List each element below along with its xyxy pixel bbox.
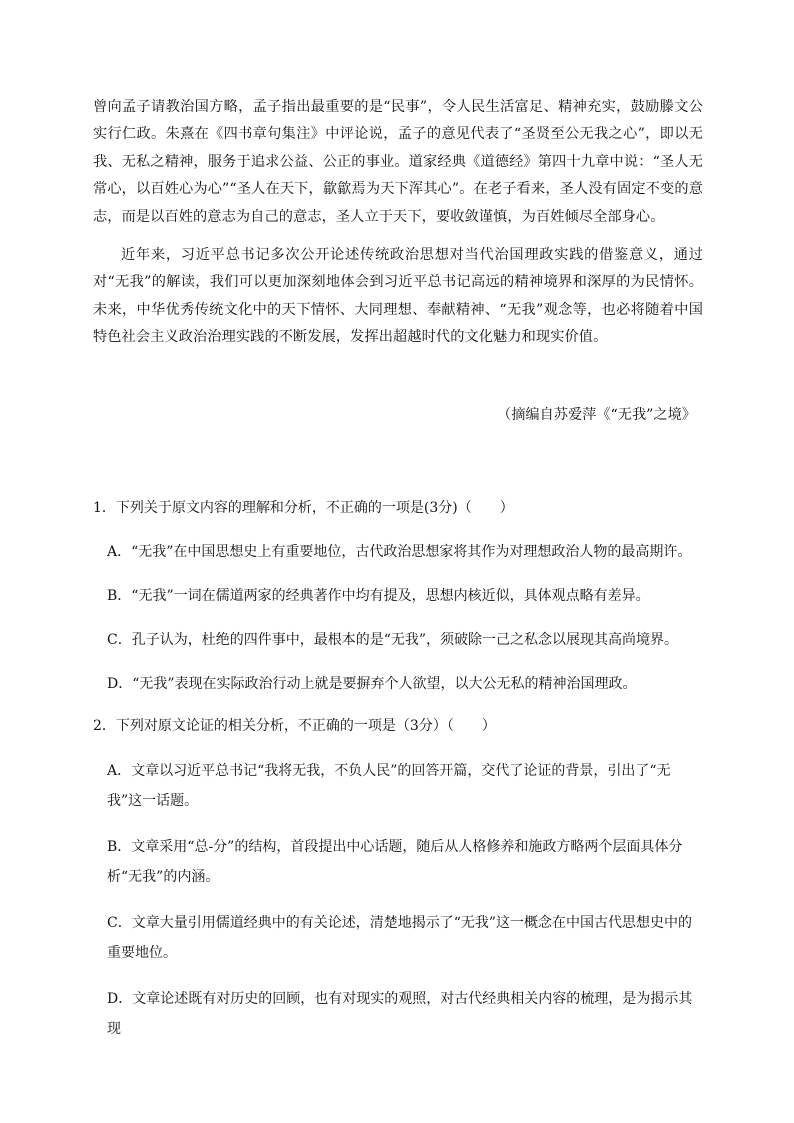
- question-2-option-a[interactable]: A．文章以习近平总书记“我将无我，不负人民”的回答开篇，交代了论证的背景，引出了“无我”这一话题。: [107, 763, 671, 809]
- question-2-option-d[interactable]: D．文章论述既有对历史的回顾，也有对现实的观照，对古代经典相关内容的梳理，是为揭示其现: [107, 991, 693, 1037]
- question-2-option-c[interactable]: C．文章大量引用儒道经典中的有关论述，清楚地揭示了“无我”这一概念在中国古代思想史中的重要地位。: [107, 915, 693, 961]
- question-1-stem: 1．下列关于原文内容的理解和分析，不正确的一项是(3分)（ ）: [93, 500, 514, 516]
- question-1-option-b[interactable]: B．“无我”一词在儒道两家的经典著作中均有提及，思想内核近似，具体观点略有差异。: [107, 588, 650, 604]
- reading-passage: [93, 94, 703, 352]
- passage-source: （摘编自苏爱萍《“无我”之境》: [497, 407, 696, 423]
- passage-paragraph-1: 曾向孟子请教治国方略，孟子指出最重要的是“民事”，令人民生活富足、精神充实，鼓励滕文公实行仁政。朱熹在《四书章句集注》中评论说，孟子的意见代表了“圣贤至公无我之心”，即以无我、无私之精神，服务于追求公益、公正的事业。道家经典《道德经》第四十九章中说：“圣人无常心，以百姓心为心”“圣人在天下，歙歙焉为天下浑其心”。在老子看来，圣人没有固定不变的意志，而是以百姓的意志为自己的意志，圣人立于天下，要收敛谨慎，为百姓倾尽全部身心。: [93, 99, 703, 225]
- question-2: [93, 712, 703, 1044]
- question-1-option-c[interactable]: C．孔子认为，杜绝的四件事中，最根本的是“无我”，须破除一己之私念以展现其高尚境界。: [107, 632, 679, 648]
- question-2-stem: 2．下列对原文论证的相关分析，不正确的一项是（3分）（ ）: [93, 718, 496, 734]
- question-section: [93, 494, 703, 1044]
- question-1-option-a[interactable]: A．“无我”在中国思想史上有重要地位，古代政治思想家将其作为对理想政治人物的最高期许。: [107, 544, 692, 560]
- question-2-option-b[interactable]: B．文章采用“总-分”的结构，首段提出中心话题，随后从人格修养和施政方略两个层面具体分析“无我”的内涵。: [107, 839, 683, 885]
- question-1-option-d[interactable]: D．“无我”表现在实际政治行动上就是要摒弃个人欲望，以大公无私的精神治国理政。: [107, 676, 637, 692]
- question-1: [93, 494, 703, 698]
- passage-paragraph-2: 近年来，习近平总书记多次公开论述传统政治思想对当代治国理政实践的借鉴意义，通过对“无我”的解读，我们可以更加深刻地体会到习近平总书记高远的精神境界和深厚的为民情怀。未来，中华优秀传统文化中的天下情怀、大同理想、奉献精神、“无我”观念等，也必将随着中国特色社会主义政治治理实践的不断发展，发挥出超越时代的文化魅力和现实价值。: [93, 247, 703, 346]
